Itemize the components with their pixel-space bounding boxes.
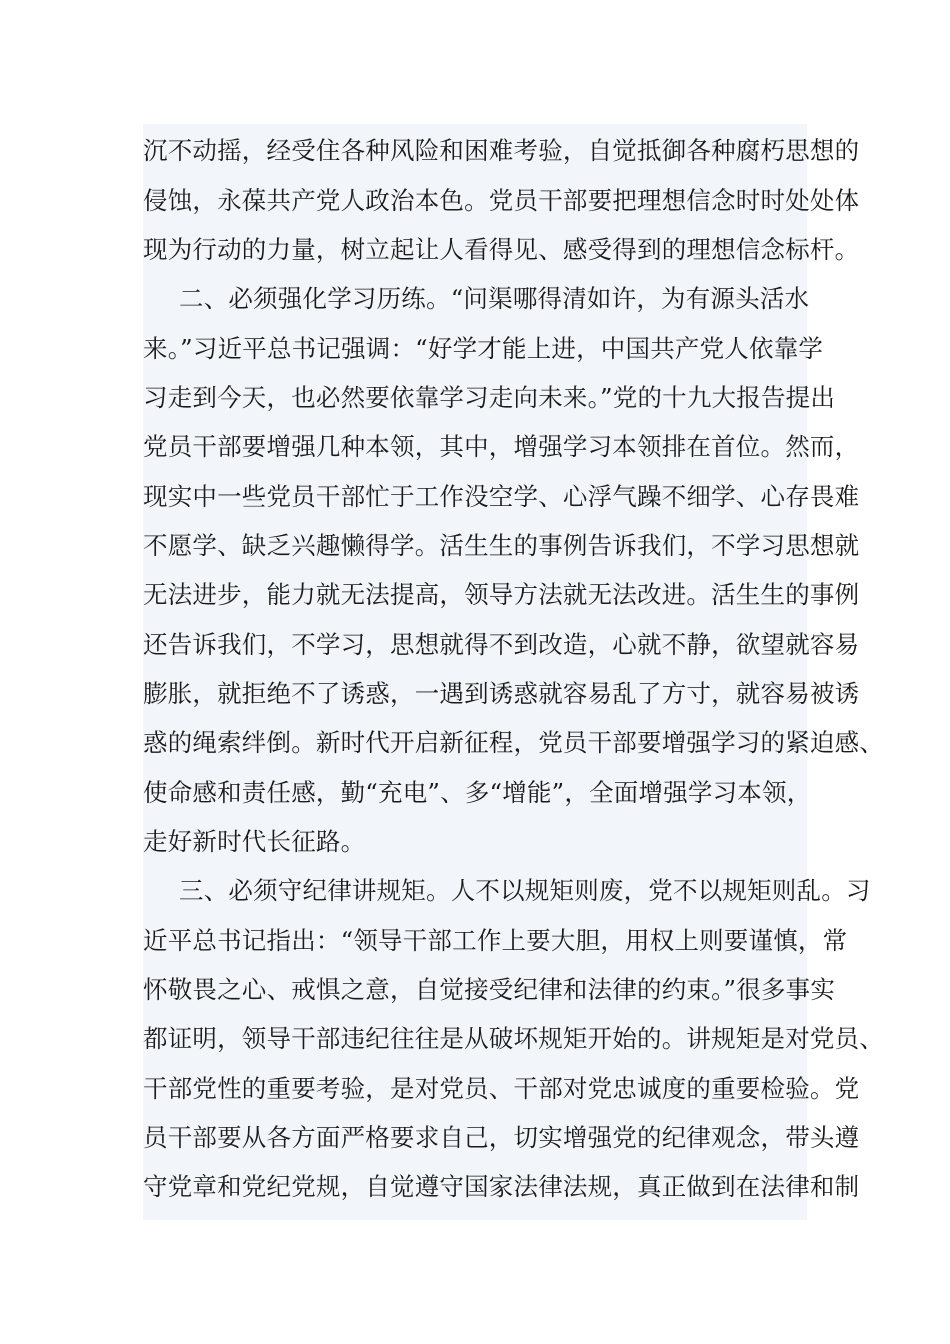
text-line-13: 惑的绳索绊倒。新时代开启新征程，党员干部要增强学习的紧迫感、 bbox=[143, 728, 884, 757]
document-text-block bbox=[143, 124, 884, 1220]
text-line-19: 都证明，领导干部违纪往往是从破坏规矩开始的。讲规矩是对党员、 bbox=[143, 1024, 884, 1053]
text-line-22: 守党章和党纪党规，自觉遵守国家法律法规，真正做到在法律和制 bbox=[143, 1172, 860, 1201]
text-line-21: 员干部要从各方面严格要求自己，切实增强党的纪律观念，带头遵 bbox=[143, 1123, 860, 1152]
text-line-2: 侵蚀，永葆共产党人政治本色。党员干部要把理想信念时时处处体 bbox=[143, 186, 860, 215]
text-line-18: 怀敬畏之心、戒惧之意，自觉接受纪律和法律的约束。”很多事实 bbox=[143, 975, 836, 1004]
paragraph-2-first-line: 二、必须强化学习历练。“问渠哪得清如许，为有源头活水 bbox=[179, 284, 810, 313]
text-line-11: 还告诉我们，不学习，思想就得不到改造，心就不静，欲望就容易 bbox=[143, 630, 860, 659]
text-line-10: 无法进步，能力就无法提高，领导方法就无法改进。活生生的事例 bbox=[143, 580, 860, 609]
text-line-8: 现实中一些党员干部忙于工作没空学、心浮气躁不细学、心存畏难 bbox=[143, 482, 860, 511]
text-line-15: 走好新时代长征路。 bbox=[143, 827, 366, 856]
paragraph-3-first-line: 三、必须守纪律讲规矩。人不以规矩则废，党不以规矩则乱。习 bbox=[179, 876, 871, 905]
text-line-17: 近平总书记指出：“领导干部工作上要大胆，用权上则要谨慎，常 bbox=[143, 926, 848, 955]
text-line-3: 现为行动的力量，树立起让人看得见、感受得到的理想信念标杆。 bbox=[143, 235, 860, 264]
text-line-7: 党员干部要增强几种本领，其中，增强学习本领排在首位。然而， bbox=[143, 432, 860, 461]
text-line-9: 不愿学、缺乏兴趣懒得学。活生生的事例告诉我们，不学习思想就 bbox=[143, 531, 860, 560]
text-line-1: 沉不动摇，经受住各种风险和困难考验，自觉抵御各种腐朽思想的 bbox=[143, 136, 860, 165]
text-line-14: 使命感和责任感，勤“充电”、多“增能”，全面增强学习本领， bbox=[143, 778, 812, 807]
text-line-20: 干部党性的重要考验，是对党员、干部对党忠诚度的重要检验。党 bbox=[143, 1074, 860, 1103]
text-line-5: 来。”习近平总书记强调：“好学才能上进，中国共产党人依靠学 bbox=[143, 334, 824, 363]
text-line-6: 习走到今天，也必然要依靠学习走向未来。”党的十九大报告提出 bbox=[143, 383, 836, 412]
text-line-12: 膨胀，就拒绝不了诱惑，一遇到诱惑就容易乱了方寸，就容易被诱 bbox=[143, 679, 860, 708]
